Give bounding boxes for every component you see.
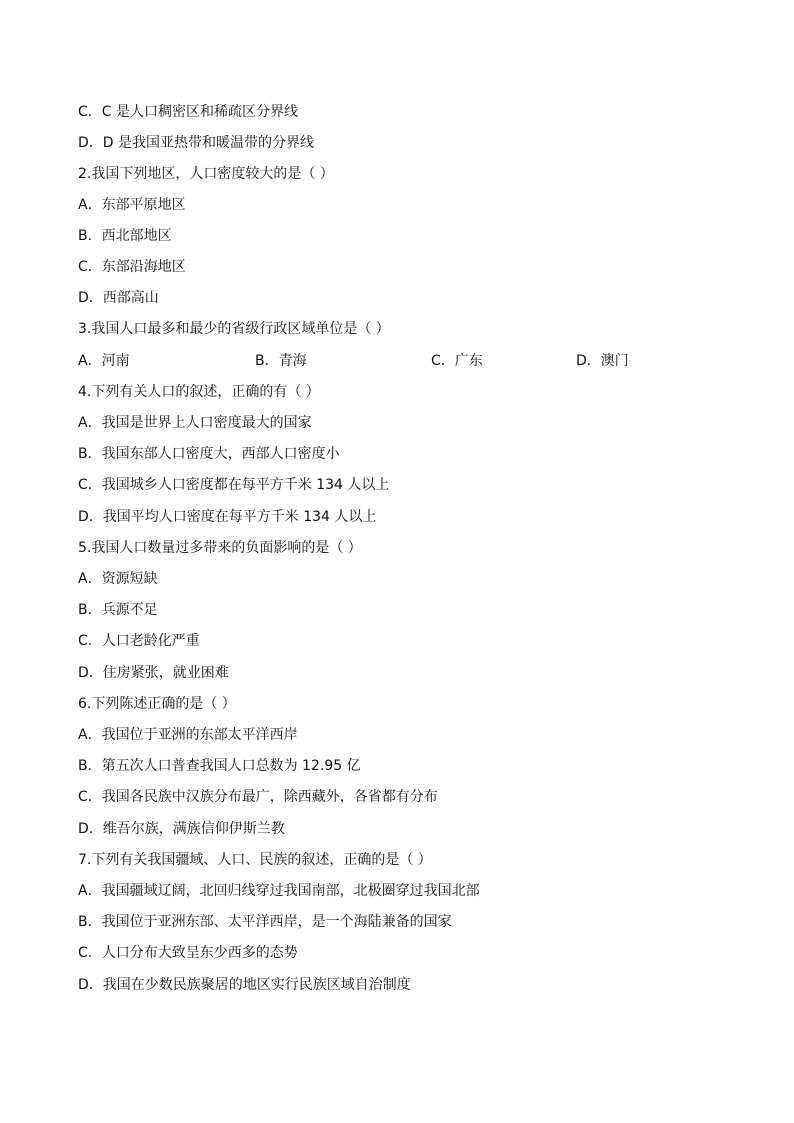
question-4: 4.下列有关人口的叙述，正确的有（ ） <box>78 384 320 400</box>
option-q3-a: A．河南 <box>78 353 130 369</box>
option-q3-b: B．青海 <box>255 353 307 369</box>
option-q6-a: A．我国位于亚洲的东部太平洋西岸 <box>78 727 298 743</box>
option-q7-c: C．人口分布大致呈东少西多的态势 <box>78 945 298 961</box>
option-q4-c: C．我国城乡人口密度都在每平方千米 134 人以上 <box>78 477 390 493</box>
option-q1-c: C．C 是人口稠密区和稀疏区分界线 <box>78 104 299 120</box>
option-q5-c: C．人口老龄化严重 <box>78 633 200 649</box>
option-q7-d: D．我国在少数民族聚居的地区实行民族区域自治制度 <box>78 977 411 993</box>
option-q1-d: D．D 是我国亚热带和暖温带的分界线 <box>78 135 315 151</box>
option-q2-b: B．西北部地区 <box>78 228 172 244</box>
option-q3-d: D．澳门 <box>576 353 629 369</box>
option-q2-d: D．西部高山 <box>78 290 159 306</box>
option-q4-d: D．我国平均人口密度在每平方千米 134 人以上 <box>78 509 377 525</box>
option-q2-c: C．东部沿海地区 <box>78 259 186 275</box>
option-q3-c: C．广东 <box>431 353 483 369</box>
option-q7-b: B．我国位于亚洲东部、太平洋西岸，是一个海陆兼备的国家 <box>78 914 452 930</box>
option-q4-a: A．我国是世界上人口密度最大的国家 <box>78 415 312 431</box>
question-5: 5.我国人口数量过多带来的负面影响的是（ ） <box>78 540 362 556</box>
option-q7-a: A．我国疆域辽阔，北回归线穿过我国南部，北极圈穿过我国北部 <box>78 883 480 899</box>
option-q2-a: A．东部平原地区 <box>78 197 186 213</box>
option-q5-a: A．资源短缺 <box>78 571 158 587</box>
option-q6-b: B．第五次人口普查我国人口总数为 12.95 亿 <box>78 758 361 774</box>
option-q6-d: D．维吾尔族，满族信仰伊斯兰教 <box>78 821 285 837</box>
option-q6-c: C．我国各民族中汉族分布最广，除西藏外，各省都有分布 <box>78 789 438 805</box>
question-3: 3.我国人口最多和最少的省级行政区域单位是（ ） <box>78 321 390 337</box>
question-2: 2.我国下列地区，人口密度较大的是（ ） <box>78 166 334 182</box>
option-q5-b: B．兵源不足 <box>78 602 158 618</box>
question-7: 7.下列有关我国疆域、人口、民族的叙述，正确的是（ ） <box>78 852 432 868</box>
option-q5-d: D．住房紧张，就业困难 <box>78 665 229 681</box>
option-q4-b: B．我国东部人口密度大，西部人口密度小 <box>78 446 340 462</box>
question-6: 6.下列陈述正确的是（ ） <box>78 696 236 712</box>
